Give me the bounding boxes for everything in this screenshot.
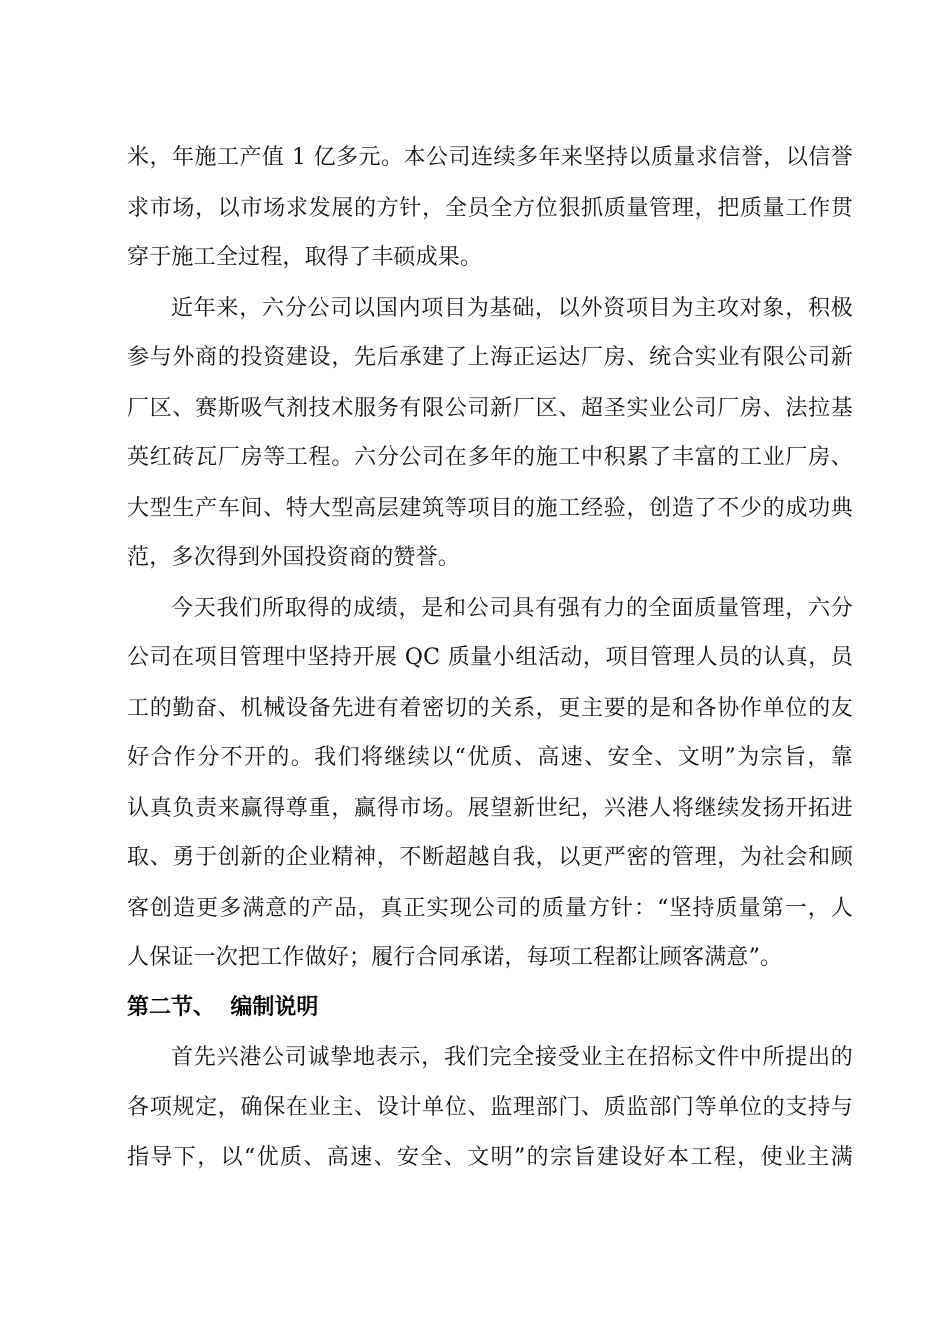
paragraph-2-line-2: 参与外商的投资建设，先后承建了上海正运达厂房、统合实业有限公司新 (127, 345, 853, 370)
paragraph-3-line-2: 公司在项目管理中坚持开展 QC 质量小组活动，项目管理人员的认真，员 (127, 645, 853, 670)
paragraph-3-line-5: 认真负责来赢得尊重，赢得市场。展望新世纪，兴港人将继续发扬开拓进 (127, 796, 853, 821)
paragraph-3-line-3: 工的勤奋、机械设备先进有着密切的关系，更主要的是和各协作单位的友 (127, 696, 853, 721)
paragraph-2-line-1: 近年来，六分公司以国内项目为基础，以外资项目为主攻对象，积极 (171, 296, 853, 321)
paragraph-3-line-7: 客创造更多满意的产品，真正实现公司的质量方针：“坚持质量第一，人 (127, 896, 853, 921)
paragraph-4-line-1: 首先兴港公司诚挚地表示，我们完全接受业主在招标文件中所提出的 (171, 1045, 853, 1070)
paragraph-4-line-2: 各项规定，确保在业主、设计单位、监理部门、质监部门等单位的支持与 (127, 1095, 853, 1120)
paragraph-2-line-5: 大型生产车间、特大型高层建筑等项目的施工经验，创造了不少的成功典 (127, 496, 853, 521)
section-heading: 第二节、 编制说明 (127, 995, 319, 1020)
paragraph-2-line-3: 厂区、赛斯吸气剂技术服务有限公司新厂区、超圣实业公司厂房、法拉基 (127, 396, 853, 421)
paragraph-1-line-2: 求市场，以市场求发展的方针，全员全方位狠抓质量管理，把质量工作贯 (127, 196, 853, 221)
paragraph-3-line-8: 人保证一次把工作做好；履行合同承诺，每项工程都让顾客满意”。 (127, 945, 783, 970)
paragraph-2-line-4: 英红砖瓦厂房等工程。六分公司在多年的施工中积累了丰富的工业厂房、 (127, 445, 853, 470)
paragraph-3-line-4: 好合作分不开的。我们将继续以“优质、高速、安全、文明”为宗旨，靠 (127, 745, 853, 770)
paragraph-1-line-1: 米，年施工产值 1 亿多元。本公司连续多年来坚持以质量求信誉，以信誉 (127, 145, 853, 170)
paragraph-3-line-6: 取、勇于创新的企业精神，不断超越自我，以更严密的管理，为社会和顾 (127, 845, 853, 870)
paragraph-2-line-6: 范，多次得到外国投资商的赞誉。 (127, 545, 461, 570)
paragraph-3-line-1: 今天我们所取得的成绩，是和公司具有强有力的全面质量管理，六分 (171, 596, 853, 621)
paragraph-1-line-3: 穿于施工全过程，取得了丰硕成果。 (127, 245, 483, 270)
paragraph-4-line-3: 指导下，以“优质、高速、安全、文明”的宗旨建设好本工程，使业主满 (127, 1145, 853, 1170)
